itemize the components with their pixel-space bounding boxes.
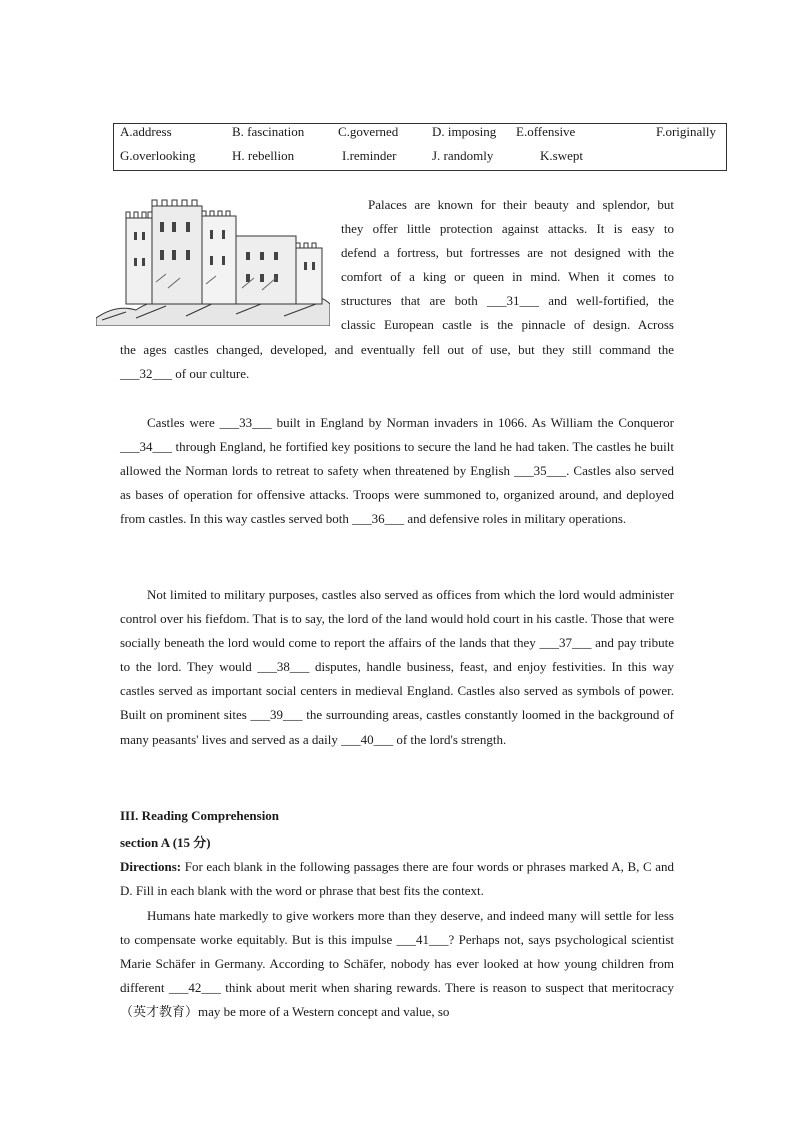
passage-1-full: [120, 338, 674, 386]
word-option-d: D. imposing: [432, 124, 497, 139]
word-option-b: B. fascination: [232, 124, 305, 139]
word-option-c: C.governed: [338, 124, 399, 139]
directions-label: Directions:: [120, 859, 182, 874]
passage-1-line: defend a fortress, but fortresses are not designed with the: [341, 245, 674, 261]
castle-illustration-icon: [96, 192, 330, 326]
passage-1-line: ___32___ of our culture.: [120, 366, 250, 382]
passage-1-line: classic European castle is the pinnacle of design. Across: [341, 317, 674, 333]
passage-2: Castles were ___33___ built in England by Norman invaders in 1066. As William the Conqueror ___34___ through England, he fortified key positions to secure the land he had taken. The castles he built allowed the Norman lords to retreat to safety when threatened by English ___35___. Castles also served as bases of operation for offensive attacks. Troops were summoned to, organized around, and deployed from castles. In this way castles served both ___36___ and defensive roles in military operations.: [120, 415, 674, 527]
passage-1-wrapped: [341, 193, 674, 338]
passage-1-line: the ages castles changed, developed, and eventually fell out of use, but they still command the: [120, 342, 674, 357]
word-option-i: I.reminder: [342, 148, 397, 163]
passage-1-line: structures that are both ___31___ and well-fortified, the: [341, 293, 674, 309]
word-option-g: G.overlooking: [120, 148, 196, 163]
word-option-e: E.offensive: [516, 124, 576, 139]
directions: [120, 855, 674, 903]
section-a-label: section A (15 分): [120, 835, 211, 850]
word-option-a: A.address: [120, 124, 172, 139]
word-option-h: H. rebellion: [232, 148, 295, 163]
word-option-j: J. randomly: [432, 148, 494, 163]
passage-4: Humans hate markedly to give workers more than they deserve, and indeed many will settle for less to compensate worke equitably. But is this impulse ___41___? Perhaps not, says psychological scientist Marie Schäfer in Germany. According to Schäfer, nobody has ever looked at how young children from different ___42___ think about merit when sharing rewards. There is reason to suspect that meritocracy（英才教育）may be more of a Western concept and value, so: [120, 908, 674, 1020]
passage-1-line: they offer little protection against attacks. It is easy to: [341, 221, 674, 237]
directions-text: For each blank in the following passages there are four words or phrases marked A, B, C and D. Fill in each blank with the word or phrase that best fits the context.: [120, 859, 674, 899]
passage-1-line: Palaces are known for their beauty and splendor, but: [368, 197, 674, 212]
section-heading: III. Reading Comprehension: [120, 808, 280, 823]
word-option-f: F.originally: [656, 124, 716, 139]
passage-3: Not limited to military purposes, castles also served as offices from which the lord would administer control over his fiefdom. That is to say, the lord of the land would hold court in his castle. Those that were socially beneath the lord would come to report the affairs of the lands that they ___37___ and pay tribute to the lord. They would ___38___ disputes, handle business, feast, and enjoy festivities. In this way castles served as important social centers in medieval England. Castles also served as symbols of power. Built on prominent sites ___39___ the surrounding areas, castles constantly loomed in the background of many peasants' lives and served as a daily ___40___ of the lord's strength.: [120, 587, 674, 747]
word-bank-box: [113, 123, 727, 171]
word-option-k: K.swept: [540, 148, 583, 163]
passage-1-line: comfort of a king or queen in mind. When it comes to: [341, 269, 674, 285]
